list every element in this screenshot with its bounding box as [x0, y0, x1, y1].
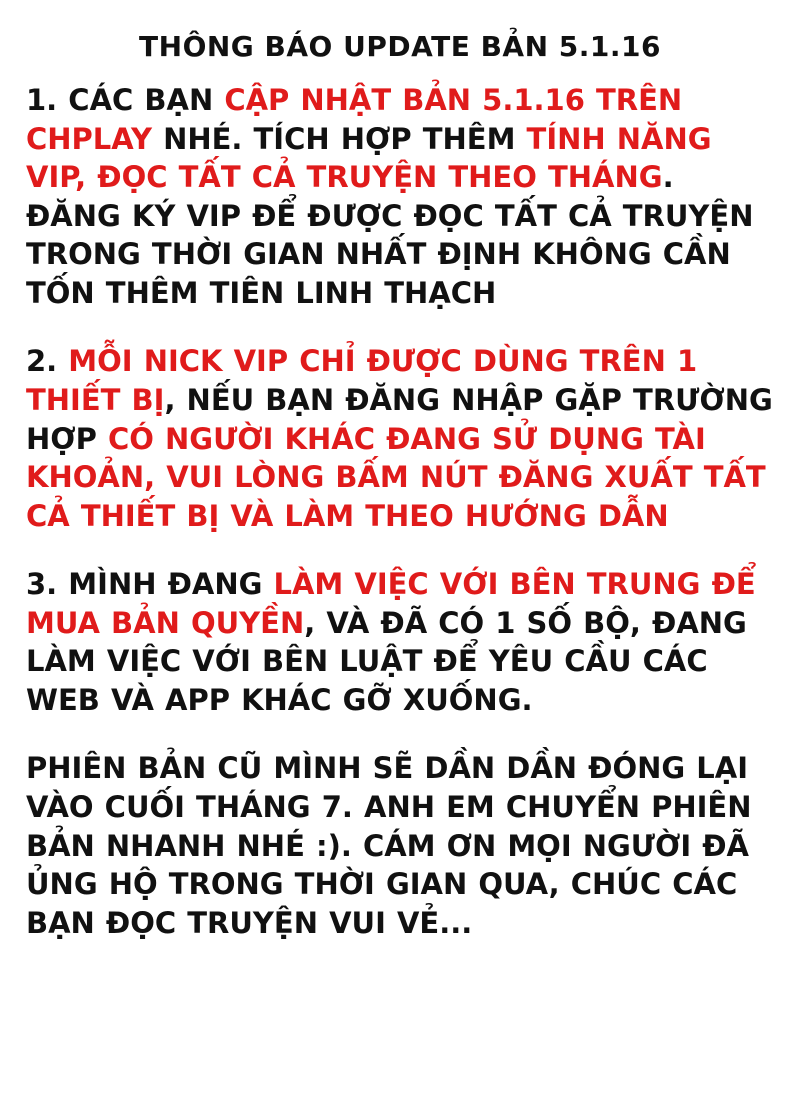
body-text: , NẾU BẠN ĐĂNG NHẬP GẶP TRƯỜNG HỢP	[26, 382, 773, 456]
body-text: 1. CÁC BẠN	[26, 83, 225, 117]
paragraph-item-2	[26, 342, 774, 535]
paragraph-item-1	[26, 81, 774, 312]
highlighted-text: CÓ NGƯỜI KHÁC ĐANG SỬ DỤNG TÀI KHOẢN, VUI LÒNG BẤM NÚT ĐĂNG XUẤT TẤT CẢ THIẾT BỊ VÀ LÀM THEO HƯỚNG DẪN	[26, 421, 766, 533]
paragraph-item-3	[26, 565, 774, 719]
announcement-body	[26, 81, 774, 942]
highlighted-text: TÍNH NĂNG VIP, ĐỌC TẤT CẢ TRUYỆN THEO THÁNG	[26, 121, 712, 195]
highlighted-text: LÀM VIỆC VỚI BÊN TRUNG ĐỂ MUA BẢN QUYỀN	[26, 567, 756, 640]
highlighted-text: MỖI NICK VIP CHỈ ĐƯỢC DÙNG TRÊN 1 THIẾT BỊ	[26, 344, 698, 417]
body-text: , VÀ ĐÃ CÓ 1 SỐ BỘ, ĐANG LÀM VIỆC VỚI BÊN LUẬT ĐỂ YÊU CẦU CÁC WEB VÀ APP KHÁC GỠ XUỐNG.	[26, 605, 747, 717]
page-title: THÔNG BÁO UPDATE BẢN 5.1.16	[139, 30, 661, 63]
body-text: NHÉ. TÍCH HỢP THÊM	[151, 121, 527, 156]
paragraph-closing	[26, 749, 774, 942]
body-text: . ĐĂNG KÝ VIP ĐỂ ĐƯỢC ĐỌC TẤT CẢ TRUYỆN TRONG THỜI GIAN NHẤT ĐỊNH KHÔNG CẦN TỐN THÊM TIÊN LINH THẠCH	[26, 160, 754, 310]
body-text: 2.	[26, 344, 69, 379]
body-text: PHIÊN BẢN CŨ MÌNH SẼ DẦN DẦN ĐÓNG LẠI VÀO CUỐI THÁNG 7. ANH EM CHUYỂN PHIÊN BẢN NHANH NHÉ :). CÁM ƠN MỌI NGƯỜI ĐÃ ỦNG HỘ TRONG THỜI GIAN QUA, CHÚC CÁC BẠN ĐỌC TRUYỆN VUI VẺ...	[26, 751, 752, 940]
highlighted-text: CẬP NHẬT BẢN 5.1.16 TRÊN CHPLAY	[26, 83, 683, 156]
body-text: 3. MÌNH ĐANG	[26, 567, 274, 602]
